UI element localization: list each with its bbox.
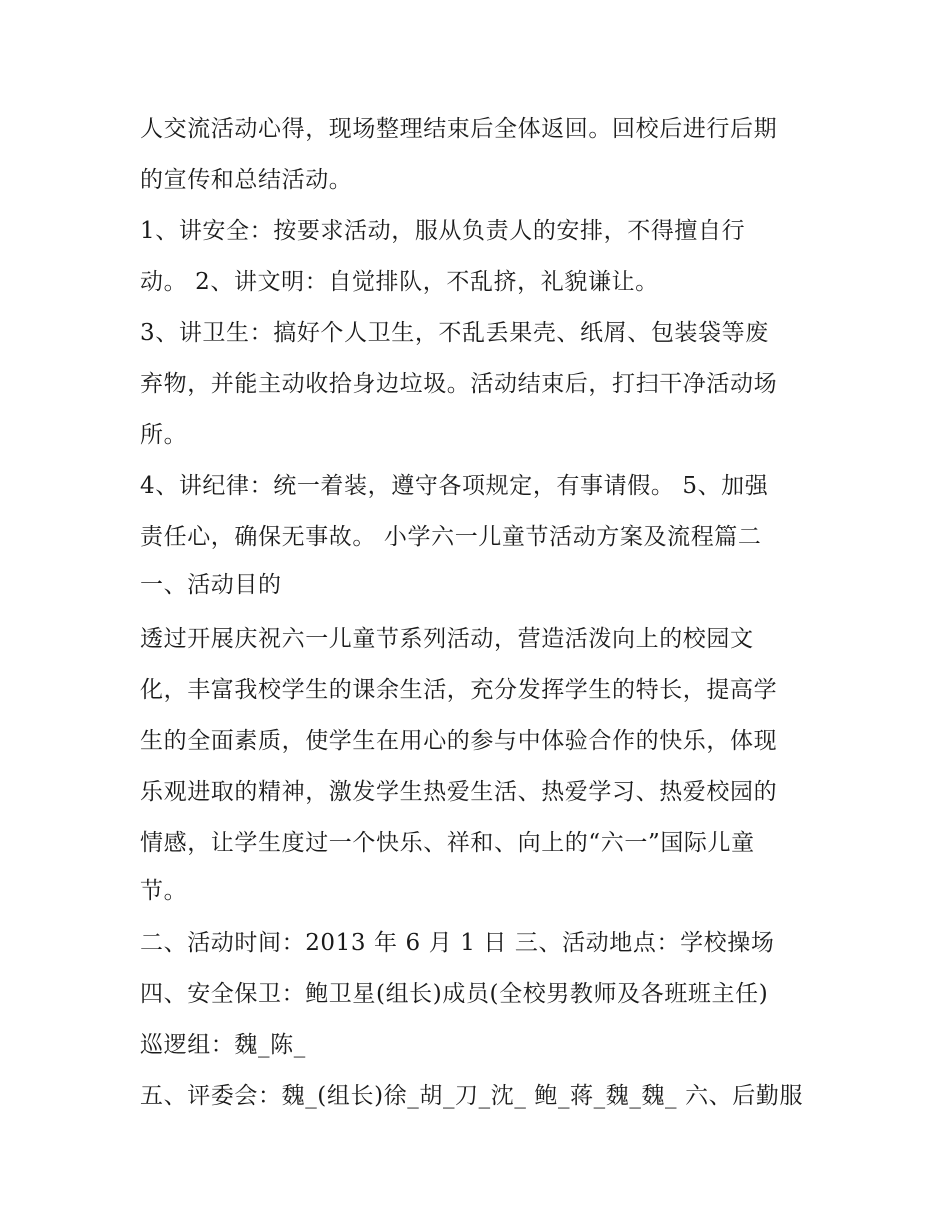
text-line: 所。 — [140, 422, 188, 448]
text-line: 四、安全保卫：鲍卫星(组长)成员(全校男教师及各班班主任) — [140, 981, 769, 1007]
text-line: 透过开展庆祝六一儿童节系列活动，营造活泼向上的校园文 — [140, 626, 754, 652]
text-line: 4、讲纪律：统一着装，遵守各项规定，有事请假。 5、加强 — [140, 473, 769, 499]
text-line: 3、讲卫生：搞好个人卫生，不乱丢果壳、纸屑、包装袋等废 — [140, 320, 769, 346]
text-line: 人交流活动心得，现场整理结束后全体返回。回校后进行后期 — [140, 116, 778, 142]
text-line: 乐观进取的精神，激发学生热爱生活、热爱学习、热爱校园的 — [140, 779, 778, 805]
text-line: 五、评委会：魏_(组长)徐_胡_刀_沈_ 鲍_蒋_魏_魏_ 六、后勤服 — [140, 1083, 804, 1109]
text-line: 1、讲安全：按要求活动，服从负责人的安排，不得擅自行 — [140, 218, 746, 244]
text-line: 情感，让学生度过一个快乐、祥和、向上的“六一”国际儿童 — [140, 830, 755, 856]
text-line: 的宣传和总结活动。 — [140, 167, 353, 193]
text-line: 化，丰富我校学生的课余生活，充分发挥学生的特长，提高学 — [140, 677, 778, 703]
section-heading: 一、活动目的 — [140, 572, 282, 598]
text-line: 责任心，确保无事故。 小学六一儿童节活动方案及流程篇二 — [140, 524, 762, 550]
text-line: 动。 2、讲文明：自觉排队，不乱挤，礼貌谦让。 — [140, 269, 659, 295]
text-line: 弃物，并能主动收拾身边垃圾。活动结束后，打扫干净活动场 — [140, 371, 778, 397]
text-line: 巡逻组：魏_陈_ — [140, 1032, 306, 1058]
text-line: 节。 — [140, 878, 188, 904]
text-line: 二、活动时间：2013 年 6 月 1 日 三、活动地点：学校操场 — [140, 930, 775, 956]
text-line: 生的全面素质，使学生在用心的参与中体验合作的快乐，体现 — [140, 728, 778, 754]
